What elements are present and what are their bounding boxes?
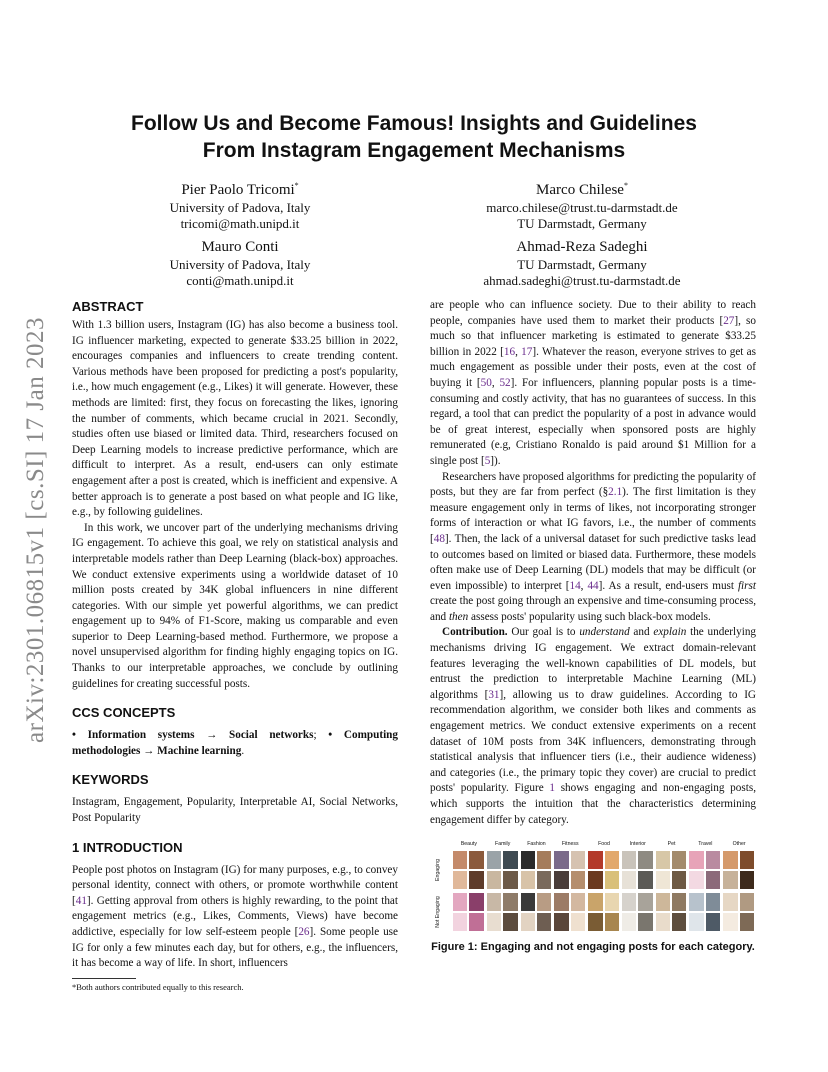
figure-row-images bbox=[452, 850, 756, 890]
photo-thumbnail bbox=[655, 850, 671, 870]
photo-thumbnail bbox=[570, 850, 586, 870]
body-text: assess posts' popularity using such black-box models. bbox=[468, 610, 711, 623]
photo-thumbnail bbox=[587, 850, 603, 870]
arxiv-stamp bbox=[18, 300, 54, 760]
figure-image-cell bbox=[587, 892, 620, 932]
photo-thumbnail bbox=[688, 870, 704, 890]
figure-row-engaging bbox=[430, 850, 756, 890]
figure-image-cell bbox=[688, 892, 721, 932]
ccs-concepts bbox=[72, 728, 398, 759]
body-text: ]. Whatever the reason, everyone strives to get as much engagement as possible under their posts, even at the cost of buying it [ bbox=[430, 345, 757, 389]
photo-thumbnail bbox=[604, 850, 620, 870]
photo-thumbnail bbox=[705, 850, 721, 870]
author-email: conti@math.unipd.it bbox=[186, 273, 294, 288]
photo-thumbnail bbox=[468, 870, 484, 890]
keywords-text: Instagram, Engagement, Popularity, Interpretable AI, Social Networks, Post Popularity bbox=[72, 796, 398, 825]
figure-row-label bbox=[430, 892, 448, 932]
body-text: ]. As a result, end-users must bbox=[598, 579, 738, 592]
citation-link[interactable]: 16 bbox=[503, 345, 516, 358]
title-line-2: From Instagram Engagement Mechanisms bbox=[202, 139, 626, 162]
photo-thumbnail bbox=[502, 850, 518, 870]
title-line-1: Follow Us and Become Famous! Insights and Guidelines bbox=[131, 112, 697, 135]
footnote: *Both authors contributed equally to this research. bbox=[72, 981, 244, 992]
photo-thumbnail bbox=[722, 870, 738, 890]
figure-1 bbox=[430, 838, 756, 954]
photo-thumbnail bbox=[604, 870, 620, 890]
body-text: Researchers have proposed algorithms for predicting the popularity of posts, but they are far from perfect (§ bbox=[430, 470, 756, 499]
photo-thumbnail bbox=[553, 912, 569, 932]
figure-category-label: Fashion bbox=[527, 841, 546, 848]
photo-thumbnail bbox=[502, 870, 518, 890]
photo-thumbnail bbox=[536, 892, 552, 912]
photo-thumbnail bbox=[520, 892, 536, 912]
citation-link[interactable]: 41 bbox=[75, 894, 87, 907]
figure-caption: Figure 1: Engaging and not engaging posts for each category. bbox=[431, 941, 755, 954]
author-block-2 bbox=[422, 176, 742, 232]
row-label-text: Engaging bbox=[435, 859, 442, 882]
figure-category-label: Fitness bbox=[561, 841, 579, 848]
figure-row-not-engaging bbox=[430, 892, 756, 932]
figure-image-cell bbox=[655, 850, 688, 890]
arxiv-stamp-text: arXiv:2301.06815v1 [cs.SI] 17 Jan 2023 bbox=[22, 317, 49, 743]
figure-row-images bbox=[452, 892, 756, 932]
abstract-heading: ABSTRACT bbox=[72, 299, 144, 314]
photo-thumbnail bbox=[536, 912, 552, 932]
photo-thumbnail bbox=[570, 870, 586, 890]
photo-thumbnail bbox=[468, 892, 484, 912]
photo-thumbnail bbox=[587, 912, 603, 932]
figure-image-cell bbox=[520, 850, 553, 890]
citation-link[interactable]: 44 bbox=[587, 579, 599, 592]
photo-thumbnail bbox=[637, 912, 653, 932]
photo-thumbnail bbox=[570, 892, 586, 912]
photo-thumbnail bbox=[621, 870, 637, 890]
photo-thumbnail bbox=[553, 870, 569, 890]
photo-thumbnail bbox=[739, 850, 755, 870]
introduction-heading: 1 INTRODUCTION bbox=[72, 839, 183, 855]
photo-thumbnail bbox=[502, 892, 518, 912]
photo-thumbnail bbox=[486, 850, 502, 870]
figure-image-cell bbox=[452, 892, 485, 932]
photo-thumbnail bbox=[655, 912, 671, 932]
body-text: ]. For influencers, planning popular posts is a time-consuming and costly activity, that has no guarantees of success. In this regard, a tool that can predict the popularity of a post in advance would be of great interest, especially when sponsored posts are highly remunerated (e.g, Cristiano Ronaldo is paid around $1 Million for a single post [ bbox=[430, 376, 756, 467]
body-text: create the post going through an expensive and time-consuming process, and bbox=[430, 595, 756, 623]
photo-thumbnail bbox=[739, 870, 755, 890]
photo-thumbnail bbox=[486, 892, 502, 912]
figure-category-label: Food bbox=[598, 841, 610, 848]
citation-link[interactable]: 52 bbox=[499, 376, 511, 389]
figure-image-cell bbox=[553, 892, 586, 932]
author-block-1 bbox=[80, 176, 400, 232]
intro-continued-paragraph-1 bbox=[430, 298, 756, 470]
body-text: ). The first limitation is they measure engagement only in terms of likes, not incorporating stronger forms of interaction or what IG favors, i.e., the number of comments [ bbox=[430, 486, 756, 545]
citation-link[interactable]: 27 bbox=[723, 314, 735, 327]
photo-thumbnail bbox=[502, 912, 518, 932]
photo-thumbnail bbox=[520, 850, 536, 870]
body-text: are people who can influence society. Due to their ability to reach people, companies have used them to market their products [ bbox=[430, 299, 756, 327]
figure-image-cell bbox=[621, 850, 654, 890]
photo-thumbnail bbox=[671, 912, 687, 932]
photo-thumbnail bbox=[604, 892, 620, 912]
photo-thumbnail bbox=[621, 850, 637, 870]
photo-thumbnail bbox=[739, 892, 755, 912]
row-label-text: Not Engaging bbox=[435, 896, 442, 928]
photo-thumbnail bbox=[587, 870, 603, 890]
author-name: Pier Paolo Tricomi bbox=[181, 182, 295, 198]
body-text: ]). bbox=[490, 454, 501, 467]
emphasis: first bbox=[737, 579, 756, 592]
photo-thumbnail bbox=[486, 912, 502, 932]
figure-category-label: Other bbox=[732, 841, 746, 848]
photo-thumbnail bbox=[688, 850, 704, 870]
photo-thumbnail bbox=[671, 892, 687, 912]
citation-link[interactable]: 5 bbox=[484, 454, 491, 467]
figure-image-cell bbox=[486, 850, 519, 890]
figure-image-cell bbox=[587, 850, 620, 890]
ccs-end: . bbox=[241, 744, 245, 757]
body-text: the underlying mechanisms driving IG engagement. We extract domain-relevant features leveraging the well-known capabilities of DL models, but entrust the prediction to interpretable Machine Learning (ML) algorithms [ bbox=[430, 626, 757, 701]
figure-image-cell bbox=[520, 892, 553, 932]
author-email: ahmad.sadeghi@trust.tu-darmstadt.de bbox=[483, 273, 681, 288]
photo-thumbnail bbox=[621, 912, 637, 932]
intro-continued-paragraph-2 bbox=[430, 470, 756, 626]
footnote-rule bbox=[72, 978, 136, 979]
photo-thumbnail bbox=[655, 892, 671, 912]
body-text: and bbox=[629, 626, 654, 639]
author-name: Ahmad-Reza Sadeghi bbox=[516, 239, 648, 255]
citation-link[interactable]: 26 bbox=[298, 926, 310, 938]
emphasis: explain bbox=[653, 626, 687, 639]
photo-thumbnail bbox=[637, 870, 653, 890]
introduction-paragraph bbox=[72, 863, 398, 972]
figure-category-label: Pet bbox=[667, 841, 676, 848]
emphasis: understand bbox=[579, 626, 630, 639]
body-text: ], allowing us to draw guidelines. According to IG recommendation algorithm, we consider both likes and comments as engagement metrics. We conduct extensive experiments on a recent dataset of 10M posts from 34K influencers, demonstrating through statistical analysis that influencer tiers (i.e., their audience wideness) and categories (i.e., the primary topic they cover) are crucial to predict posts' popularity. Figure bbox=[430, 688, 756, 795]
figure-image-cell bbox=[486, 892, 519, 932]
photo-thumbnail bbox=[570, 912, 586, 932]
figure-row-label bbox=[430, 850, 448, 890]
author-email: tricomi@math.unipd.it bbox=[180, 216, 300, 231]
ccs-term-2: • Computing methodologies → Machine learning bbox=[72, 729, 398, 757]
photo-thumbnail bbox=[621, 892, 637, 912]
figure-image-cell bbox=[688, 850, 721, 890]
body-text: shows engaging and non-engaging posts, which supports the intuition that the characteristics determining engagement differ by category. bbox=[430, 782, 756, 826]
figure-image-cell bbox=[655, 892, 688, 932]
photo-thumbnail bbox=[722, 892, 738, 912]
ccs-heading: CCS CONCEPTS bbox=[72, 705, 176, 721]
author-block-4 bbox=[422, 238, 742, 289]
author-affiliation: TU Darmstadt, Germany bbox=[517, 257, 647, 272]
photo-thumbnail bbox=[452, 892, 468, 912]
keywords-heading: KEYWORDS bbox=[72, 772, 149, 788]
author-affiliation: University of Padova, Italy bbox=[169, 200, 311, 215]
ccs-term-1: • Information systems → Social networks bbox=[72, 729, 314, 742]
figure-category-label: Travel bbox=[698, 841, 713, 848]
photo-thumbnail bbox=[655, 870, 671, 890]
photo-thumbnail bbox=[739, 912, 755, 932]
photo-thumbnail bbox=[705, 870, 721, 890]
photo-thumbnail bbox=[722, 912, 738, 932]
figure-category-label: Family bbox=[495, 841, 511, 848]
author-mark: * bbox=[623, 181, 628, 190]
photo-thumbnail bbox=[536, 850, 552, 870]
author-email: marco.chilese@trust.tu-darmstadt.de bbox=[486, 200, 678, 215]
photo-thumbnail bbox=[637, 892, 653, 912]
photo-thumbnail bbox=[671, 850, 687, 870]
contribution-lead: Contribution. bbox=[442, 626, 508, 639]
citation-link[interactable]: 17 bbox=[521, 345, 533, 358]
abstract-paragraph-2: In this work, we uncover part of the underlying mechanisms driving IG engagement. To achieve this goal, we rely on statistical analysis and interpretable models rather than Deep Learning (black-box) approaches. We conduct extensive experiments using a worldwide dataset of 10 million posts created by 34K global influencers in nine different categories. With our simple yet powerful algorithms, we can predict engagement up to 94% of F1-Score, making us comparable and even superior to Deep Learning-based method. Furthermore, we propose a novel unsupervised algorithm for finding highly engaging topics on IG. Thanks to our interpretable approaches, we conclude by outlining guidelines for creating successful posts. bbox=[72, 521, 398, 690]
photo-thumbnail bbox=[705, 912, 721, 932]
photo-thumbnail bbox=[468, 850, 484, 870]
body-text: ]. Then, the lack of a universal dataset for such predictive tasks lead to outcomes based on limited or biased data. Furthermore, these models often make use of Deep Learning (DL) models that may be difficult (or even impossible) to interpret [ bbox=[430, 532, 756, 592]
intro-text: ]. Getting approval from others is highly rewarding, to the point that engagement metrics (e.g., Likes, Comments, Views) have become addictive, especially for low self-esteem people [ bbox=[72, 894, 398, 938]
photo-thumbnail bbox=[722, 850, 738, 870]
body-text: Our goal is to bbox=[507, 626, 580, 639]
photo-thumbnail bbox=[604, 912, 620, 932]
author-name: Marco Chilese bbox=[536, 182, 624, 198]
citation-link[interactable]: 48 bbox=[433, 532, 445, 545]
photo-thumbnail bbox=[520, 870, 536, 890]
abstract-paragraph-1: With 1.3 billion users, Instagram (IG) has also become a business tool. IG influencer marketing, expected to generate $33.25 billion in 2022, encourages companies and influencers to create trending content. Various methods have been proposed for predicting a post's popularity, i.e., how much engagement (e.g., Likes) it will generate. However, these methods are limited: first, they focus on forecasting the likes, ignoring the number of comments, which became crucial in 2021. Secondly, studies often use biased or limited data. Third, researchers focused on Deep Learning models to increase predictive performance, which are difficult to interpret. As a result, end-users can only estimate engagement after a post is created, which is inefficient and expensive. A better approach is to generate a post based on what people and IG like, e.g., by following guidelines. bbox=[72, 319, 398, 519]
photo-thumbnail bbox=[637, 850, 653, 870]
figure-image-cell bbox=[621, 892, 654, 932]
photo-thumbnail bbox=[705, 892, 721, 912]
section-link[interactable]: 2.1 bbox=[608, 486, 623, 499]
author-mark: * bbox=[294, 181, 299, 190]
photo-thumbnail bbox=[452, 850, 468, 870]
paper-title bbox=[70, 110, 758, 164]
figure-image-cell bbox=[722, 850, 755, 890]
photo-thumbnail bbox=[452, 870, 468, 890]
photo-thumbnail bbox=[486, 870, 502, 890]
figure-category-labels bbox=[452, 838, 756, 850]
figure-category-label: Interior bbox=[629, 841, 646, 848]
contribution-paragraph bbox=[430, 625, 756, 828]
figure-image-cell bbox=[553, 850, 586, 890]
body-text: , bbox=[491, 376, 500, 389]
figure-image-cell bbox=[722, 892, 755, 932]
photo-thumbnail bbox=[688, 892, 704, 912]
emphasis: then bbox=[448, 610, 469, 623]
left-column bbox=[72, 298, 398, 993]
photo-thumbnail bbox=[520, 912, 536, 932]
citation-link[interactable]: 50 bbox=[480, 376, 492, 389]
intro-text: ]. Some people use IG for only a few minutes each day, but for others, e.g., the influencers, it has become a way of life. In short, influencers bbox=[72, 926, 398, 970]
right-column bbox=[430, 298, 756, 954]
ccs-separator: ; bbox=[313, 729, 329, 742]
photo-thumbnail bbox=[553, 850, 569, 870]
author-block-3 bbox=[80, 238, 400, 289]
body-text: , bbox=[515, 345, 522, 358]
figure-link[interactable]: 1 bbox=[549, 782, 555, 795]
photo-thumbnail bbox=[468, 912, 484, 932]
figure-category-label: Beauty bbox=[460, 841, 477, 848]
author-affiliation: University of Padova, Italy bbox=[169, 257, 311, 272]
photo-thumbnail bbox=[452, 912, 468, 932]
citation-link[interactable]: 14 bbox=[569, 579, 581, 592]
intro-text: People post photos on Instagram (IG) for many purposes, e.g., to convey personal identity, connect with others, or promote worthwhile content [ bbox=[72, 863, 398, 907]
author-name: Mauro Conti bbox=[201, 239, 279, 255]
citation-link[interactable]: 31 bbox=[488, 688, 500, 701]
photo-thumbnail bbox=[536, 870, 552, 890]
photo-thumbnail bbox=[553, 892, 569, 912]
figure-image-cell bbox=[452, 850, 485, 890]
body-text: ], so much so that influencer marketing is estimated to generate $33.25 billion in 2022 [ bbox=[430, 314, 756, 358]
author-affiliation: TU Darmstadt, Germany bbox=[517, 216, 647, 231]
photo-thumbnail bbox=[671, 870, 687, 890]
photo-thumbnail bbox=[587, 892, 603, 912]
body-text: , bbox=[580, 579, 588, 592]
photo-thumbnail bbox=[688, 912, 704, 932]
